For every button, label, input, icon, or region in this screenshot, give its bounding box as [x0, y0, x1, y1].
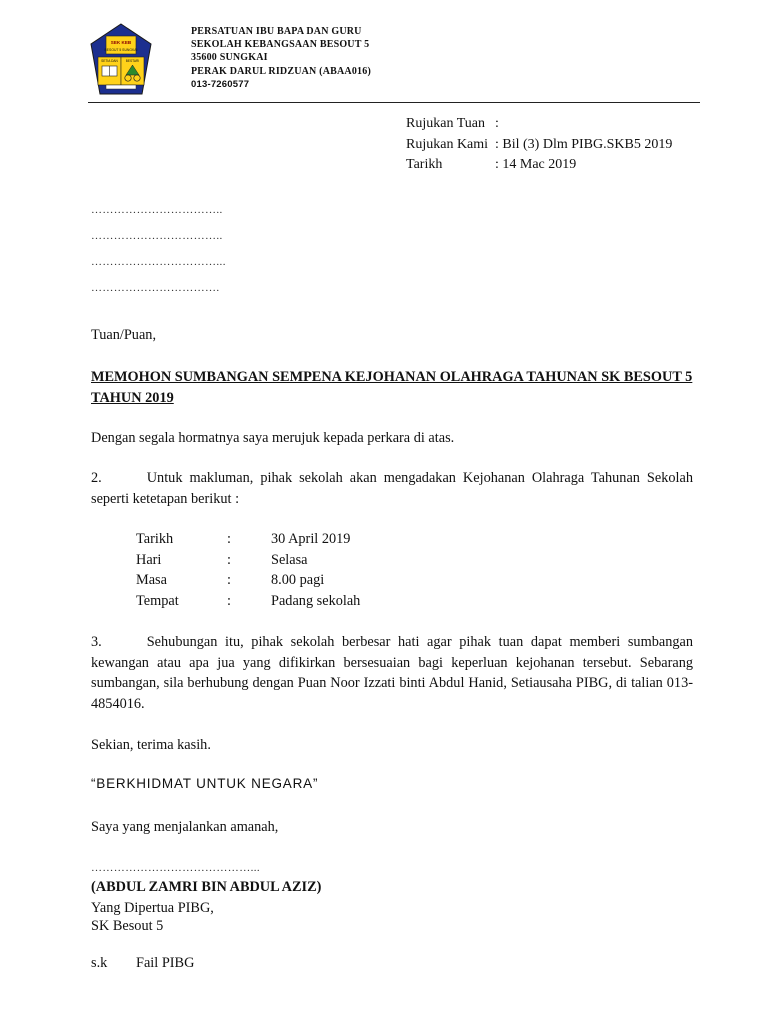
- logo-sub-text: BESOUT 5 SUNGKAI: [104, 48, 138, 52]
- letterhead-line: 35600 SUNGKAI: [191, 52, 268, 64]
- detail-value: Padang sekolah: [271, 592, 361, 609]
- closing-line: Sekian, terima kasih.: [91, 737, 211, 753]
- reference-value: :: [495, 116, 499, 131]
- detail-separator: :: [227, 531, 231, 547]
- reference-row: [406, 155, 672, 176]
- reference-label: Tarikh: [406, 157, 443, 173]
- paragraph-3: [91, 632, 693, 714]
- detail-label: Hari: [136, 551, 162, 568]
- signer-org: SK Besout 5: [91, 918, 164, 934]
- detail-row: [136, 550, 360, 571]
- detail-value: 30 April 2019: [271, 531, 351, 547]
- address-line: ……………………………..: [91, 230, 223, 242]
- reference-value: : Bil (3) Dlm PIBG.SKB5 2019: [495, 136, 673, 152]
- reference-row: [406, 135, 672, 156]
- reference-label: Rujukan Tuan: [406, 116, 485, 131]
- letterhead-line: SEKOLAH KEBANGSAAN BESOUT 5: [191, 39, 370, 51]
- address-line: ……………………………..: [91, 204, 223, 216]
- detail-row: [136, 591, 360, 612]
- detail-value: 8.00 pagi: [271, 572, 325, 589]
- letterhead-line: PERSATUAN IBU BAPA DAN GURU: [191, 26, 362, 37]
- detail-separator: :: [227, 572, 231, 589]
- detail-separator: :: [227, 551, 231, 568]
- letterhead: [191, 25, 371, 91]
- school-logo: [88, 22, 154, 98]
- logo-top-text: SEK KEB: [110, 40, 132, 45]
- letterhead-phone: 013-7260577: [191, 78, 250, 90]
- salutation: Tuan/Puan,: [91, 327, 157, 343]
- paragraph-2: [91, 468, 693, 509]
- logo-right-text: BESTARI: [125, 59, 140, 63]
- reference-block: [406, 114, 672, 176]
- reference-label: Rujukan Kami: [406, 136, 489, 152]
- detail-value: Selasa: [271, 551, 308, 568]
- paragraph-text: Sehubungan itu, pihak sekolah berbesar hati agar pihak tuan dapat memberi sumbangan kewangan atau apa jua yang difikirkan bersesuaian bagi keperluan kejohanan tersebut. Sebarang sumbangan, sila berhubung dengan Puan Noor Izzati binti Abdul Hanid, Setiausaha PIBG, di talian 013-4854016.: [91, 634, 693, 712]
- event-details: [136, 529, 360, 611]
- signer-title: Yang Dipertua PIBG,: [91, 900, 214, 916]
- paragraph-number: 3.: [91, 634, 102, 650]
- cc-value: Fail PIBG: [136, 955, 195, 971]
- detail-label: Tempat: [136, 592, 179, 609]
- detail-row: [136, 570, 360, 591]
- address-line: ……………………………...: [91, 256, 226, 268]
- trust-line: Saya yang menjalankan amanah,: [91, 819, 279, 835]
- paragraph-1: Dengan segala hormatnya saya merujuk kepada perkara di atas.: [91, 430, 455, 446]
- letterhead-line: PERAK DARUL RIDZUAN (ABAA016): [191, 65, 371, 77]
- logo-left-text: SETIA DAN: [101, 59, 118, 63]
- address-line: …………………………….: [91, 282, 220, 294]
- letter-subject: MEMOHON SUMBANGAN SEMPENA KEJOHANAN OLAHRAGA TAHUNAN SK BESOUT 5 TAHUN 2019: [91, 369, 693, 406]
- paragraph-number: 2.: [91, 470, 102, 486]
- signature-line: ……………………………………...: [91, 862, 261, 874]
- signer-name: (ABDUL ZAMRI BIN ABDUL AZIZ): [91, 879, 322, 895]
- reference-value: : 14 Mac 2019: [495, 157, 577, 173]
- detail-label: Tarikh: [136, 531, 174, 547]
- header-divider: [88, 102, 700, 103]
- detail-separator: :: [227, 592, 231, 609]
- cc-label: s.k: [91, 955, 108, 971]
- paragraph-text: Untuk makluman, pihak sekolah akan mengadakan Kejohanan Olahraga Tahunan Sekolah seperti ketetapan berikut :: [91, 470, 693, 507]
- detail-label: Masa: [136, 572, 167, 589]
- reference-row: [406, 114, 672, 135]
- detail-row: [136, 529, 360, 550]
- motto: “BERKHIDMAT UNTUK NEGARA”: [91, 776, 319, 791]
